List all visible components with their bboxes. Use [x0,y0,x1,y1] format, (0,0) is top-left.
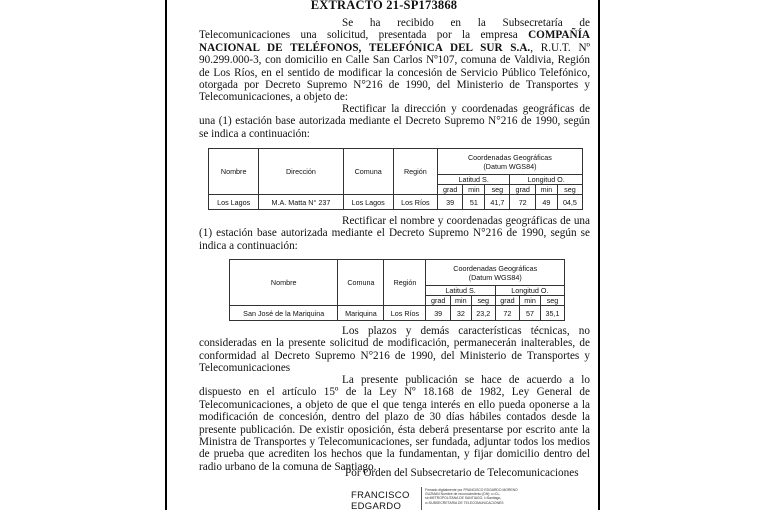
t2-lon-seg: 35,1 [541,306,565,321]
t1-header-region: Región [393,149,437,195]
t1-header-lat-grad: grad [437,185,463,195]
t2-header-nombre: Nombre [230,260,338,306]
t2-header-coords [426,260,565,286]
t2-comuna: Mariquina [338,306,384,321]
t1-header-direccion: Dirección [259,149,343,195]
t1-header-lon: Longitud O. [510,175,583,185]
t1-lon-min: 49 [535,195,557,210]
t1-lat-grad: 39 [437,195,463,210]
t1-datum-label: (Datum WGS84) [483,161,537,171]
t1-header-lat: Latitud S. [437,175,510,185]
table-row [230,306,565,321]
t2-header-comuna: Comuna [338,260,384,306]
signature-name-line-1: FRANCISCO [351,490,410,501]
item-1-paragraph: Rectificar la dirección y coordenadas geográficas de una (1) estación base autorizada mediante el Decreto Supremo N°216 de 1990, según se indica a continuación: [199,103,590,140]
item-2-paragraph: Rectificar el nombre y coordenadas geográficas de una (1) estación base autorizada mediante el Decreto Supremo N°216 de 1990, según se indica a continuación: [199,215,590,252]
t1-header-comuna: Comuna [343,149,393,195]
t2-lat-seg: 23,2 [471,306,495,321]
table-row [209,195,583,210]
t2-lon-grad: 72 [495,306,519,321]
signature-divider [421,487,422,510]
t1-header-lon-seg: seg [557,185,582,195]
t2-header-lon-min: min [520,296,541,306]
t1-lon-grad: 72 [510,195,536,210]
t1-coords-label: Coordenadas Geográficas [467,152,552,162]
t2-region: Los Ríos [384,306,426,321]
intro-paragraph [199,17,590,104]
t1-header-lon-grad: grad [510,185,536,195]
t1-lat-seg: 41,7 [485,195,510,210]
t2-header-lon: Longitud O. [495,286,564,296]
t2-header-lat: Latitud S. [426,286,495,296]
t1-header-lon-min: min [535,185,557,195]
t2-lon-min: 57 [520,306,541,321]
t2-lat-grad: 39 [426,306,450,321]
t1-header-coords [437,149,582,175]
t2-header-lat-grad: grad [426,296,450,306]
intro-rest: , R.U.T. Nº 90.299.000-3, con domicilio en Calle San Carlos Nº107, comuna de Valdivia, Región de Los Ríos, en el sentido de modificar la concesión de Servicio Público Telefónico, otorgada por Decreto Supremo N°216 de 1990, del Ministerio de Transportes y Telecomunicaciones, a objeto de: [199,41,591,104]
t2-header-lon-grad: grad [495,296,519,306]
t2-lat-min: 32 [450,306,471,321]
t1-comuna: Los Lagos [343,195,393,210]
left-margin-rule [165,0,167,510]
right-margin-rule [598,0,600,510]
t2-header-lat-min: min [450,296,471,306]
t2-coords-label: Coordenadas Geográficas [453,263,538,273]
plazos-paragraph: Los plazos y demás características técnicas, no consideradas en la presente solicitud de modificación, permanecerán inalterables, de conformidad al Decreto Supremo N°216 de 1990, del Ministerio de Transportes y Telecomunicaciones [199,325,590,375]
t1-lat-min: 51 [463,195,485,210]
t1-header-lat-seg: seg [485,185,510,195]
t1-lon-seg: 04,5 [557,195,582,210]
t2-header-region: Región [384,260,426,306]
t2-datum-label: (Datum WGS84) [468,272,522,282]
t1-region: Los Ríos [393,195,437,210]
t1-header-lat-min: min [463,185,485,195]
digital-signature-note: Firmado digitalmente por FRANCISCO EDGARDO MORENO GUZMAN Nombre de reconocimiento (DN): c=CL, st=METROPOLITANA DE SANTIAGO, l=Santiago, o=SUBSECRETARIA DE TELECOMUNICACIONES [425,488,518,505]
company-name: COMPAÑÍA NACIONAL DE TELÉFONOS, TELEFÓNICA DEL SUR S.A. [199,29,590,54]
t1-header-nombre: Nombre [209,149,259,195]
signature-name-line-2: EDGARDO [351,501,402,512]
t1-nombre: Los Lagos [209,195,259,210]
stations-table-1 [208,148,583,210]
publicacion-paragraph: La presente publicación se hace de acuerdo a lo dispuesto en el artículo 15º de la Ley Nº 18.168 de 1982, Ley General de Telecomunicaciones, a objeto de que el que tenga interés en ello pueda oponerse a la modificación de concesión, dentro del plazo de 30 días hábiles contados desde la presente publicación. De existir oposición, ésta deberá presentarse por escrito ante la Ministra de Transportes y Telecomunicaciones, ser fundada, adjuntar todos los medios de prueba que acrediten los hechos que la fundamentan, y fijar domicilio dentro del radio urbano de la comuna de Santiago. [199,374,590,473]
t2-nombre: San José de la Mariquina [230,306,338,321]
document-title: EXTRACTO 21-SP173868 [310,0,458,12]
stations-table-2 [229,259,565,321]
por-orden-line: Por Orden del Subsecretario de Telecomunicaciones [345,467,579,479]
t1-direccion: M.A. Matta N° 237 [259,195,343,210]
t2-header-lon-seg: seg [541,296,565,306]
intro-lead: Se ha recibido en la Subsecretaría de Telecomunicaciones una solicitud, presentada por la empresa [199,17,590,42]
t2-header-lat-seg: seg [471,296,495,306]
